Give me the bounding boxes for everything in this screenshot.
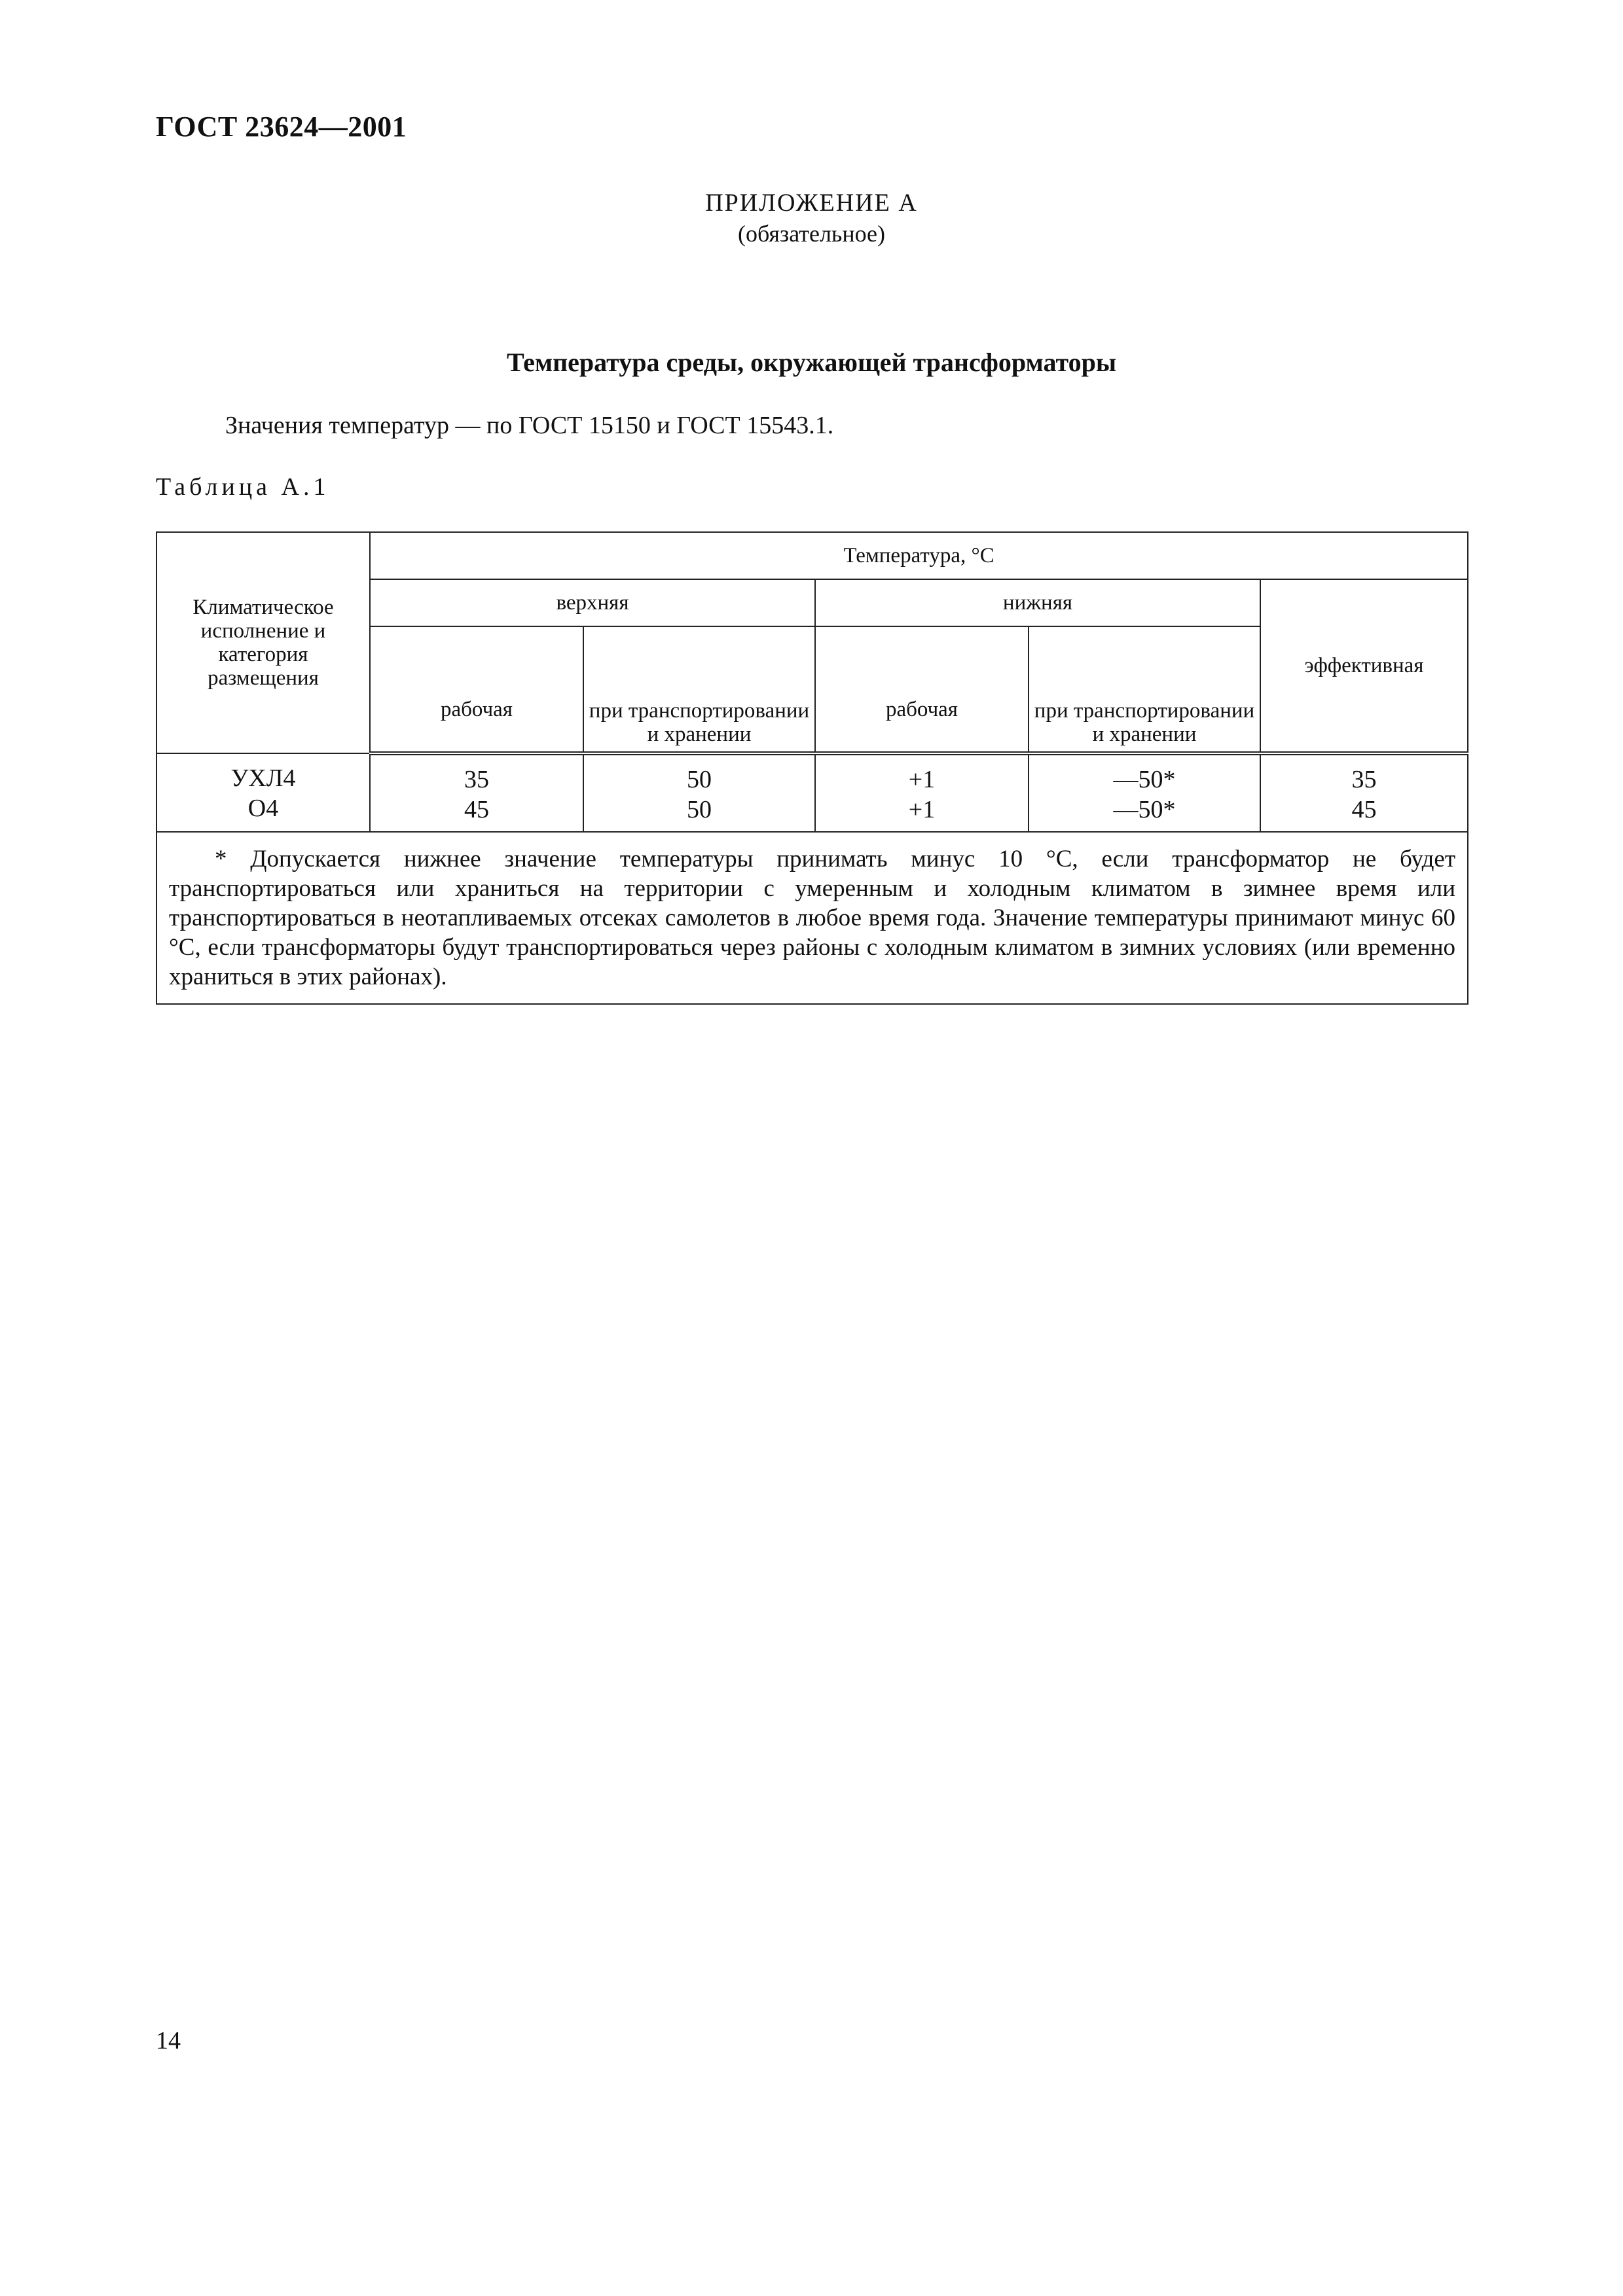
table-caption: Таблица А.1 <box>156 473 330 501</box>
upper-working-cell <box>370 753 583 832</box>
header-upper: верхняя <box>370 579 815 626</box>
table-cell: 45 <box>1351 796 1377 823</box>
header-upper-working: рабочая <box>370 626 583 753</box>
table-cell: —50* <box>1113 796 1176 823</box>
table-cell: 45 <box>464 796 489 823</box>
table-cell: 50 <box>687 796 712 823</box>
table-cell: —50* <box>1113 766 1176 793</box>
appendix-status: (обязательное) <box>738 221 885 247</box>
footnote-text: * Допускается нижнее значение температуры принимать минус 10 °С, если трансформатор не будет транспортироваться или храниться на территории с умеренным и холодным климатом в зимнее время или транспортироваться в неотапливаемых отсеках самолетов в любое время года. Значение температуры принимают минус 60 °С, если трансформаторы будут транспортироваться через районы с холодным климатом в зимних условиях (или временно храниться в этих районах). <box>169 846 1456 990</box>
page-number: 14 <box>156 2027 181 2054</box>
header-upper-transport: при транспортировании и хранении <box>583 626 815 753</box>
document-code: ГОСТ 23624—2001 <box>156 111 407 143</box>
table-cell: О4 <box>247 795 279 822</box>
table-cell: +1 <box>908 766 936 793</box>
header-lower: нижняя <box>815 579 1260 626</box>
upper-transport-cell <box>583 753 815 832</box>
table-cell: +1 <box>908 796 936 823</box>
header-lower-working: рабочая <box>815 626 1029 753</box>
section-title: Температура среды, окружающей трансформаторы <box>506 348 1117 377</box>
header-climate-category: Климатическое исполнение и категория размещения <box>156 532 370 753</box>
header-effective: эффективная <box>1260 579 1468 753</box>
category-cell <box>156 753 370 832</box>
header-temperature: Температура, °С <box>370 532 1468 579</box>
table-cell: 35 <box>1351 766 1377 793</box>
data-rows <box>156 753 1468 832</box>
appendix-title: ПРИЛОЖЕНИЕ А <box>705 189 918 217</box>
footnote-row <box>156 832 1468 1004</box>
intro-paragraph: Значения температур — по ГОСТ 15150 и ГОСТ 15543.1. <box>225 412 834 439</box>
table-cell: 50 <box>687 766 712 793</box>
effective-cell <box>1260 753 1468 832</box>
table-cell: 35 <box>464 766 489 793</box>
table-footnote <box>156 832 1468 1004</box>
temperature-table <box>156 531 1468 1005</box>
table-cell: УХЛ4 <box>230 764 296 792</box>
header-row-1 <box>156 532 1468 579</box>
lower-working-cell <box>815 753 1029 832</box>
lower-transport-cell <box>1029 753 1260 832</box>
header-lower-transport: при транспортировании и хранении <box>1029 626 1260 753</box>
